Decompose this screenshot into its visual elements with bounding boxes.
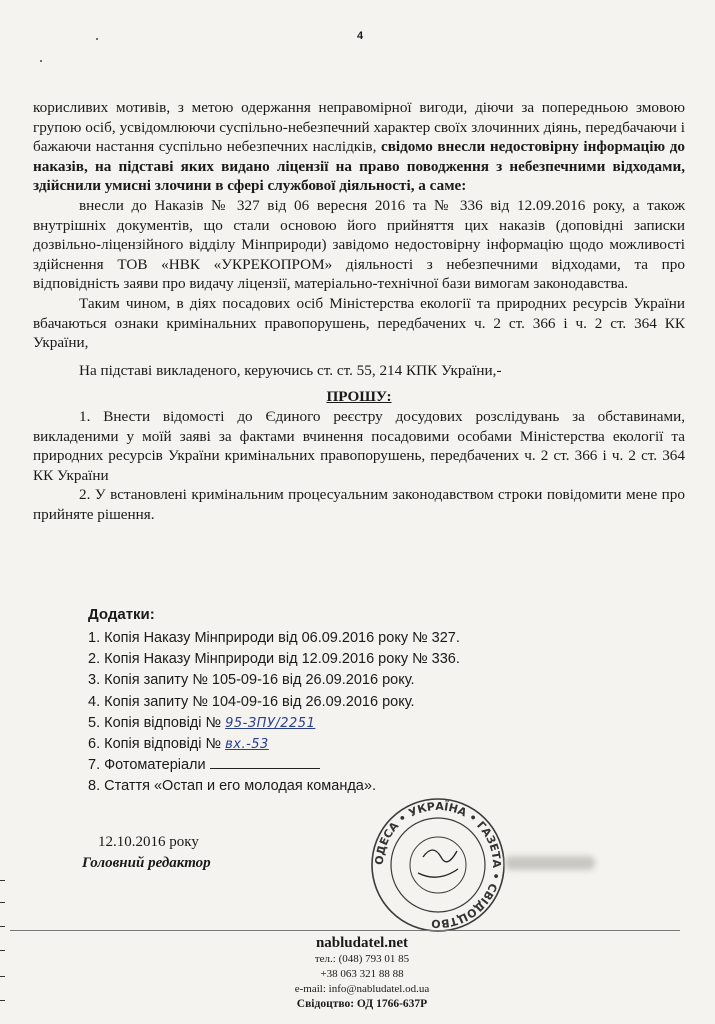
attachment-item: 6. Копія відповіді № вх.-53 [88,736,269,753]
attachments-title: Додатки: [88,606,155,623]
signature-date: 12.10.2016 року [98,834,199,850]
footer-mobile: +38 063 321 88 88 [320,968,404,980]
stamp-text: ОДЕСА • УКРАЇНА • ГАЗЕТА • СВІДОЦТВО [372,799,504,931]
blank-line [210,756,320,769]
page-number: 4 [357,30,364,42]
svg-text:ОДЕСА • УКРАЇНА • ГАЗЕТА • СВІ [373,799,503,930]
round-stamp [368,795,508,935]
attachment-item: 2. Копія Наказу Мінприроди від 12.09.2016 року № 336. [88,651,460,668]
scan-edge-marks [0,880,6,1020]
footer-phone: тел.: (048) 793 01 85 [314,953,410,965]
attachment-item: 7. Фотоматеріали [88,755,460,776]
paragraph-1: корисливих мотивів, з метою одержання неправомірної вигоди, діючи за попередньою змовою групою осіб, усвідомлюючи суспільно-небезпечний характер своїх злочинних діянь, передбачаючи і бажаючи настання суспільно небезпечних наслідків, свідомо внесли недостовірну інформацію до наказів, на підставі яких видано ліцензії на право поводження з небезпечними відходами, здійснили умисні злочини в сфері службової діяльності, а саме: [33,99,685,195]
request-item-2: 2. У встановлені кримінальним процесуальним законодавством строки повідомити мене про прийняте рішення. [33,486,685,523]
scan-speck [40,60,42,62]
handwritten-number: 95-ЗПУ/2251 [225,715,316,731]
redacted-name [505,856,595,870]
attachment-item: 4. Копія запиту № 104-09-16 від 26.09.2016 року. [88,693,415,710]
request-item-1: 1. Внести відомості до Єдиного реєстру досудових розслідувань за обставинами, викладеними у моїй заяві за фактами вчинення посадовими особами Міністерства екології та природних ресурсів України кримінальних правопорушень, передбачених ч. 2 ст. 366 і ч. 2 ст. 364 КК України [33,407,685,484]
footer-site: nabludatel.net [315,935,409,951]
attachment-item: 5. Копія відповіді № 95-ЗПУ/2251 [88,714,316,731]
scan-speck [96,38,98,40]
attachment-item: 8. Стаття «Остап и его молодая команда». [88,778,376,795]
attachment-item: 1. Копія Наказу Мінприроди від 06.09.2016 року № 327. [88,630,460,646]
request-heading: ПРОШУ: [326,388,392,406]
paragraph-2: внесли до Наказів № 327 від 06 вересня 2016 та № 336 від 12.09.2016 року, а також внутрішніх документів, що стали основою його прийняття цих наказів (доповідні записки дозвільно-ліцензійного відділу Мінприроди) завідомо недостовірну інформацію щодо можливості здійснення ТОВ «НВК «УКРЕКОПРОМ» діяльності з небезпечними відходами, та про відповідність заяви про видачу ліцензії, матеріально-технічної бази вимогам законодавства. [33,196,685,293]
footer-divider [10,930,680,931]
handwritten-number: вх.-53 [225,737,269,753]
letter-body [33,98,685,524]
footer-email: e-mail: info@nabludatel.od.ua [294,983,430,995]
attachments-list [88,628,460,798]
footer-block [262,934,462,1012]
paragraph-3: Таким чином, в діях посадових осіб Міністерства екології та природних ресурсів України вбачаються ознаки кримінальних правопорушень, передбачених ч. 2 ст. 366 і ч. 2 ст. 364 КК України, [33,294,685,352]
signature-scribble [418,850,458,877]
footer-license: Свідоцтво: ОД 1766-637Р [296,998,428,1010]
signatory-title: Головний редактор [82,855,211,871]
paragraph-4: На підставі викладеного, керуючись ст. ст. 55, 214 КПК України,- [79,361,502,379]
attachment-item: 3. Копія запиту № 105-09-16 від 26.09.2016 року. [88,672,415,689]
